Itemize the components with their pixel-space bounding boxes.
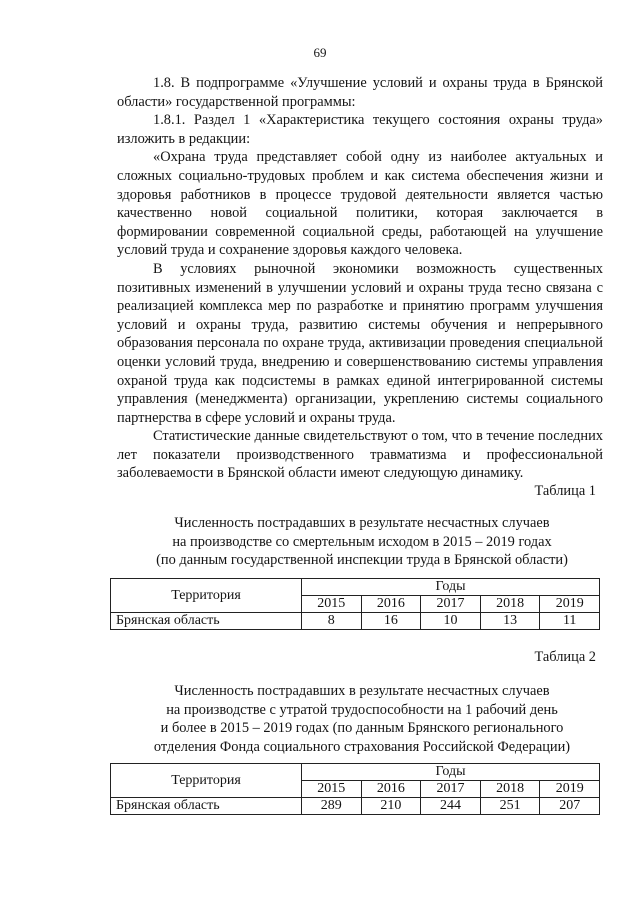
table-2-title-line: и более в 2015 – 2019 годах (по данным Брянского регионального (160, 720, 564, 736)
table-1-header-row (111, 579, 600, 596)
table-1-value-cell: 13 (480, 613, 540, 630)
table-2-title (117, 682, 607, 756)
table-1-value-cell: 10 (421, 613, 481, 630)
table-1-label: Таблица 1 (534, 483, 596, 499)
table-1-year: 2019 (540, 596, 600, 613)
table-2-title-line: Численность пострадавших в результате несчастных случаев (174, 683, 550, 699)
table-2-territory-cell: Брянская область (111, 798, 302, 815)
table-2-year: 2016 (361, 781, 421, 798)
table-1-value-cell: 11 (540, 613, 600, 630)
body-text (117, 74, 603, 483)
table-1-years-header: Годы (302, 579, 600, 596)
table-1-title (117, 514, 607, 570)
table-2-territory-header: Территория (111, 764, 302, 798)
paragraph-1-8: 1.8. В подпрограмме «Улучшение условий и охраны труда в Брянской области» государственной программы: (117, 75, 603, 110)
table-2-years-header: Годы (302, 764, 600, 781)
table-2-label: Таблица 2 (534, 649, 596, 665)
table-1-value-cell: 16 (361, 613, 421, 630)
paragraph-1-8-1: 1.8.1. Раздел 1 «Характеристика текущего состояния охраны труда» изложить в редакции: (117, 112, 603, 147)
table-1-title-line: (по данным государственной инспекции труда в Брянской области) (156, 552, 568, 568)
table-1-title-line: на производстве со смертельным исходом в 2015 – 2019 годах (172, 533, 552, 550)
page-number: 69 (313, 45, 327, 60)
table-2-value-cell: 289 (302, 798, 362, 815)
table-2-year: 2017 (421, 781, 481, 798)
table-1-year: 2016 (361, 596, 421, 613)
table-2-value-cell: 207 (540, 798, 600, 815)
table-1-year: 2015 (302, 596, 362, 613)
table-2-title-line: на производстве с утратой трудоспособности на 1 рабочий день (166, 701, 558, 718)
table-2-value-cell: 251 (480, 798, 540, 815)
paragraph-statistics: Статистические данные свидетельствуют о том, что в течение последних лет показатели производственного травматизма и профессиональной заболеваемости в Брянской области имеют следующую динамику. (117, 428, 603, 482)
table-1-value-cell: 8 (302, 613, 362, 630)
table-1-year: 2018 (480, 596, 540, 613)
table-2-value-cell: 244 (421, 798, 481, 815)
table-2-year: 2019 (540, 781, 600, 798)
paragraph-market-economy: В условиях рыночной экономики возможность существенных позитивных изменений в улучшении условий и охраны труда тесно связана с реализацией комплекса мер по разработке и принятию программ улучшения условий и охраны труда, развитию системы обучения и непрерывного образования персонала по охране труда, активизации проведения специальной оценки условий труда, внедрению и совершенствованию системы управления охраной труда как подсистемы в рамках единой интегрированной системы управления (менеджмента) организации, укреплению системы социального партнерства в сфере условий и охраны труда. (117, 260, 603, 426)
table-1 (110, 578, 600, 630)
table-1-territory-header: Территория (111, 579, 302, 613)
table-2-year: 2015 (302, 781, 362, 798)
table-1-territory-cell: Брянская область (111, 613, 302, 630)
table-2-title-line: отделения Фонда социального страхования Российской Федерации) (153, 738, 571, 755)
table-2-value-cell: 210 (361, 798, 421, 815)
table-row (111, 798, 600, 815)
table-2-year: 2018 (480, 781, 540, 798)
table-1-year: 2017 (421, 596, 481, 613)
table-2 (110, 763, 600, 815)
table-row (111, 613, 600, 630)
table-1-title-line: Численность пострадавших в результате несчастных случаев (174, 515, 550, 531)
table-2-header-row (111, 764, 600, 781)
paragraph-labor-protection: «Охрана труда представляет собой одну из наиболее актуальных и сложных социально-трудовых проблем и как система обеспечения жизни и здоровья работников в процессе трудовой деятельности является частью качественно новой социальной политики, которая заключается в формировании современной социальной среды, работающей на улучшение условий труда и сохранение здоровья каждого человека. (117, 149, 603, 259)
